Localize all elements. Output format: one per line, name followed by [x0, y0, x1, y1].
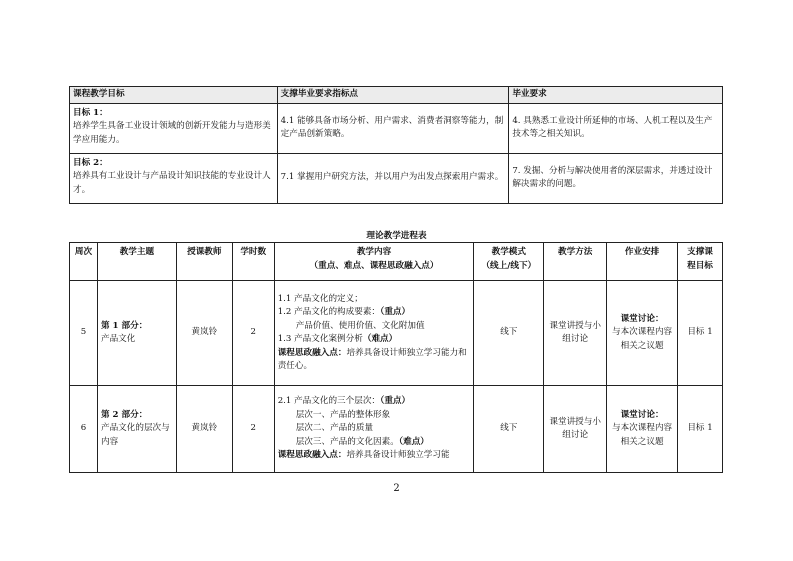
- content-mark: （难点）: [398, 436, 429, 447]
- indicator-text: 7.1 掌握用户研究方法，并以用户为出发点探索用户需求。: [280, 172, 504, 183]
- content-text: 层次二、产品的质量: [295, 423, 374, 434]
- objectives-header-row: [70, 87, 723, 104]
- header-mode-line2: （线上/线下）: [481, 260, 537, 271]
- content-line: [278, 422, 471, 436]
- content-text: 层次三、产品的文化因素。: [295, 436, 399, 447]
- ideology-text: 培养具备设计师独立学习能力和责任心。: [277, 347, 467, 371]
- topic-title: 第 2 部分：: [100, 409, 148, 420]
- content-text: 1.1 产品文化的定义；: [277, 293, 363, 304]
- schedule-row: [70, 386, 723, 473]
- ideology-label: 课程思政融入点：: [277, 450, 347, 461]
- header-support-line1: 支撑课: [687, 247, 713, 257]
- teacher-cell: 黄岚铃: [176, 281, 232, 386]
- content-text: 1.3 产品文化案例分析: [277, 334, 363, 344]
- header-support: [678, 243, 723, 281]
- ideology-line: [278, 347, 471, 374]
- header-method: 教学方法: [544, 243, 607, 281]
- header-support-line2: 程目标: [687, 260, 713, 271]
- content-mark: （重点）: [380, 307, 411, 317]
- topic-name: 产品文化: [100, 334, 136, 344]
- homework-text: 与本次课程内容相关之议题: [611, 423, 673, 447]
- topic-title: 第 1 部分：: [100, 320, 148, 331]
- hours-cell: 2: [232, 281, 274, 386]
- content-line: [278, 306, 471, 320]
- content-cell: [274, 386, 474, 473]
- schedule-header-row: [70, 243, 723, 281]
- topic-cell: [97, 386, 176, 473]
- homework-label: 课堂讨论：: [620, 313, 664, 324]
- support-cell: 目标 1: [678, 281, 723, 386]
- header-content: [274, 243, 474, 281]
- indicator-text: 4.1 能够具备市场分析、用户需求、消费者洞察等能力，制定产品创新策略。: [280, 115, 504, 139]
- topic-name: 产品文化的层次与内容: [100, 423, 170, 447]
- content-text: 层次一、产品的整体形象: [295, 409, 391, 420]
- header-course-goal: 课程教学目标: [70, 87, 278, 104]
- ideology-line: [278, 449, 471, 463]
- header-requirement: 毕业要求: [509, 87, 723, 104]
- objective-row: [70, 153, 723, 203]
- header-mode: [474, 243, 544, 281]
- header-homework: 作业安排: [607, 243, 678, 281]
- objective-row: [70, 103, 723, 153]
- content-mark: （难点）: [362, 334, 398, 344]
- content-mark: （重点）: [380, 396, 411, 407]
- week-cell: 6: [70, 386, 98, 473]
- method-cell: 课堂讲授与小组讨论: [544, 281, 607, 386]
- content-text: 1.2 产品文化的构成要素：: [277, 307, 381, 317]
- content-line: [278, 395, 471, 409]
- week-cell: 5: [70, 281, 98, 386]
- objectives-table: [69, 86, 723, 204]
- header-teacher: 授课教师: [176, 243, 232, 281]
- goal-text: 培养具有工业设计与产品设计知识技能的专业设计人才。: [73, 171, 271, 195]
- homework-cell: [607, 386, 678, 473]
- schedule-table: [69, 242, 723, 473]
- goal-label: 目标 1：: [73, 107, 108, 118]
- content-cell: [274, 281, 474, 386]
- indicator-cell: [277, 153, 509, 203]
- indicator-cell: [277, 103, 509, 153]
- homework-cell: [607, 281, 678, 386]
- hours-cell: 2: [232, 386, 274, 473]
- header-topic: 教学主题: [97, 243, 176, 281]
- ideology-text: 培养具备设计师独立学习能: [346, 450, 450, 461]
- goal-cell: [70, 153, 278, 203]
- requirement-text: 7. 发掘、分析与解决使用者的深层需求，并透过设计解决需求的问题。: [512, 165, 713, 189]
- topic-cell: [97, 281, 176, 386]
- mode-cell: 线下: [474, 386, 544, 473]
- header-content-line1: 教学内容: [356, 247, 392, 257]
- method-cell: 课堂讲授与小组讨论: [544, 386, 607, 473]
- requirement-cell: [509, 103, 723, 153]
- schedule-title: 理论教学进程表: [366, 231, 427, 241]
- content-line: [278, 333, 471, 347]
- mode-cell: 线下: [474, 281, 544, 386]
- header-week: 周次: [70, 243, 98, 281]
- requirement-text: 4. 具熟悉工业设计所延伸的市场、人机工程以及生产技术等之相关知识。: [512, 115, 713, 139]
- content-line: [278, 293, 471, 307]
- content-text: 2.1 产品文化的三个层次：: [277, 396, 381, 407]
- ideology-label: 课程思政融入点：: [277, 347, 347, 358]
- teacher-cell: 黄岚铃: [176, 386, 232, 473]
- content-text: 产品价值、使用价值、文化附加值: [295, 320, 425, 331]
- content-line: [278, 409, 471, 423]
- header-content-line2: （重点、难点、课程思政融入点）: [309, 260, 439, 271]
- homework-text: 与本次课程内容相关之议题: [611, 327, 673, 351]
- requirement-cell: [509, 153, 723, 203]
- content-line: [278, 320, 471, 334]
- homework-label: 课堂讨论：: [620, 409, 664, 420]
- page-number: 2: [393, 483, 400, 494]
- header-hours: 学时数: [232, 243, 274, 281]
- content-line: [278, 436, 471, 450]
- schedule-row: [70, 281, 723, 386]
- support-cell: 目标 1: [678, 386, 723, 473]
- header-mode-line1: 教学模式: [491, 247, 526, 257]
- goal-cell: [70, 103, 278, 153]
- header-indicator: 支撑毕业要求指标点: [277, 87, 509, 104]
- goal-text: 培养学生具备工业设计领域的创新开发能力与造形美学应用能力。: [73, 121, 271, 145]
- goal-label: 目标 2：: [73, 157, 108, 168]
